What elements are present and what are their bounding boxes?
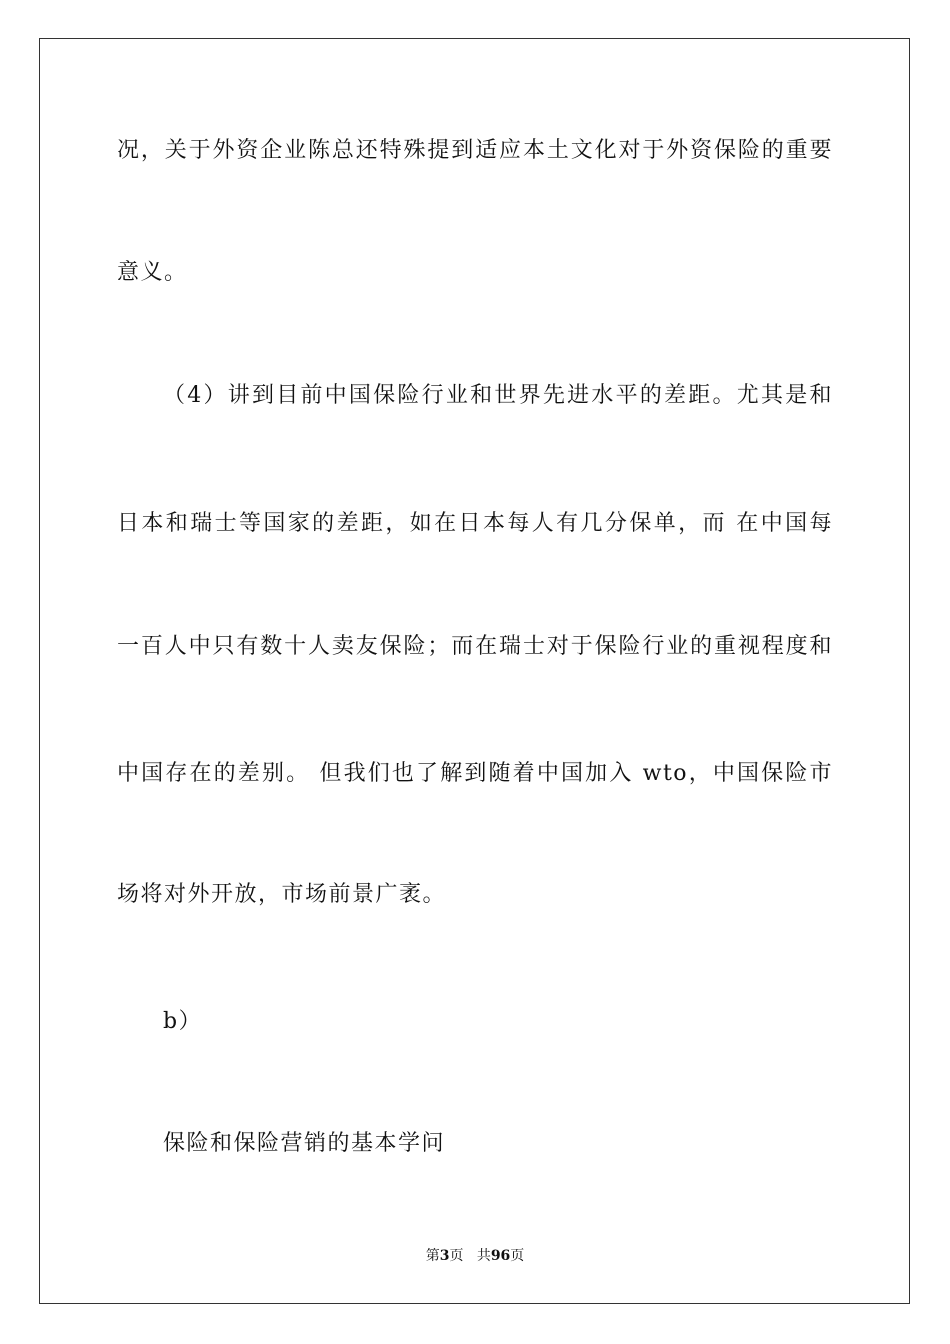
text-line-6: 中国存在的差别。 但我们也了解到随着中国加入 wto，中国保险市 xyxy=(117,761,833,786)
footer-page-suffix: 页 xyxy=(449,1248,464,1264)
footer-prefix: 第 xyxy=(425,1248,440,1264)
total-page-count: 96 xyxy=(490,1248,511,1264)
section-label: b） xyxy=(163,1009,203,1034)
footer-total-suffix: 页 xyxy=(510,1248,525,1264)
page-footer xyxy=(0,1246,950,1266)
page-border xyxy=(39,38,910,1304)
text-line-4: 日本和瑞士等国家的差距，如在日本每人有几分保单，而 在中国每 xyxy=(117,511,833,536)
current-page-number: 3 xyxy=(439,1248,450,1264)
text-line-5: 一百人中只有数十人卖友保险；而在瑞士对于保险行业的重视程度和 xyxy=(117,634,833,659)
footer-total-prefix: 共 xyxy=(476,1248,491,1264)
text-line-1: 况，关于外资企业陈总还特殊提到适应本土文化对于外资保险的重要 xyxy=(117,138,833,163)
section-heading: 保险和保险营销的基本学问 xyxy=(163,1131,446,1156)
text-line-3: （4）讲到目前中国保险行业和世界先进水平的差距。尤其是和 xyxy=(163,383,833,408)
text-line-7: 场将对外开放，市场前景广袤。 xyxy=(117,882,447,907)
text-line-2: 意义。 xyxy=(117,260,188,285)
